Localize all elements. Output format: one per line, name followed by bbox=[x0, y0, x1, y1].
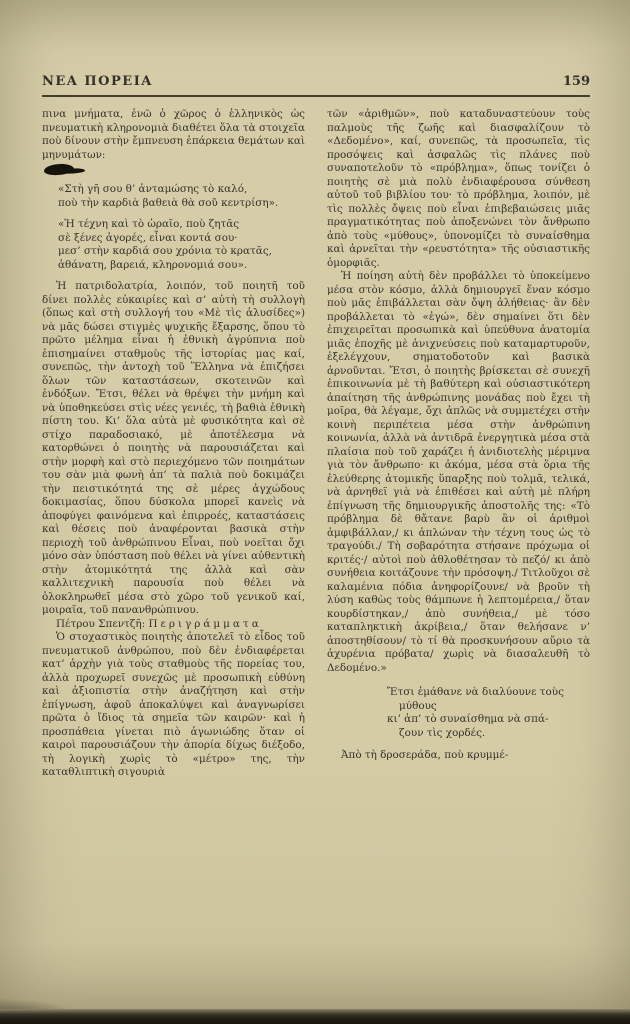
ink-smudge bbox=[44, 163, 74, 175]
heading-author: Πέτρου Σπεντζῆ: bbox=[56, 617, 149, 630]
verse-line: ζουν τὶς χορδές. bbox=[399, 726, 486, 739]
paragraph-intro: πινα μνήματα, ἐνῶ ὁ χῶρος ὁ ἑλληνικὸς ὡς πνευματικὴ κληρονομιὰ διαθέτει ὅλα τὰ στοιχεῖα ποὺ δίνουν στὴν ἔμπνευση ἐπάρκεια θεμάτων καὶ μηνυμάτων: bbox=[42, 108, 305, 161]
verse-line: «Στὴ γῆ σου θ’ ἀνταμώσης τὸ καλό, bbox=[58, 183, 248, 195]
paragraph-poet: Ὁ στοχαστικὸς ποιητὴς ἀποτελεῖ τὸ εἶδος τοῦ πνευματικοῦ ἀνθρώπου, ποὺ δὲν ἐνδιαφέρεται κατ’ ἀρχὴν γιὰ τοὺς σταθμοὺς τῆς πορείας του, ἀλλὰ προχωρεῖ συνεχῶς μὲ προσωπικὴ εὐθύνη καὶ ἀξιοπιστία στὴν ἀναζήτηση καὶ στὴν ἐπίγνωση, ἀφοῦ ἀποκαλύψει καὶ ἀναγνωρίσει πρῶτα ὁ ἴδιος τὰ σημεῖα τῶν καιρῶν· καὶ ἡ προσπάθεια γίνεται πιὸ ἀγωνιώδης ὅταν οἱ καιροὶ παρουσιάζουν τὴν ἀπορία δίχως διέξοδο, τὴ λογικὴ χωρὶς τὸ «μέτρο» της, τὴν καταθλιπτικὴ σιγουριὰ bbox=[42, 631, 305, 778]
paragraph-last: Ἀπὸ τὴ δροσεράδα, ποὺ κρυμμέ- bbox=[341, 749, 509, 761]
paragraph-numbers: τῶν «ἀριθμῶν», ποὺ καταδυναστεύουν τοὺς παλμοὺς τῆς ζωῆς καὶ διασφαλίζουν τὸ «Δεδομένο», καί, συνεπῶς, τὰ προσωπεῖα, τὶς προσόψεις καὶ ἀσφαλῶς τὶς πλάνες ποὺ συναποτελοῦν τὸ «πρόβλημα», ὅπως τονίζει ὁ ποιητὴς σὲ μιὰ πολὺ ἐνδιαφέρουσα σύνθεση αὐτοῦ τοῦ βιβλίου του· τὸ πρόβλημα, λοιπόν, μὲ τὶς πολλὲς ὄψεις ποὺ εἶναι ἐπιβεβαιώσεις μιᾶς πραγματικότητας ποὺ ἀποξενώνει τὸν ἄνθρωπο ἀπὸ τοὺς «μύθους», ὑπονομίζει τὸ συναίσθημα καὶ ἀρνεῖται τὴν «ρευστότητα» τῆς οὐσιαστικῆς ὀμορφιᾶς. bbox=[327, 108, 590, 269]
journal-title: ΝΕΑ ΠΟΡΕΙΑ bbox=[42, 74, 153, 89]
closing-verse bbox=[387, 686, 590, 740]
verse-line: ἀθάνατη, βαρειά, κληρονομιά σου». bbox=[58, 258, 248, 271]
page-header bbox=[42, 74, 590, 89]
verse-line: κι’ ἀπ’ τὸ συναίσθημα νὰ σπά- bbox=[387, 713, 549, 725]
paragraph-patriotism: Ἡ πατριδολατρία, λοιπόν, τοῦ ποιητῆ τοῦ δίνει πολλὲς εὐκαιρίες καὶ σ’ αὐτὴ τὴ συλλογὴ (ὅπως καὶ στὴ συλλογή του «Μὲ τὶς ἁλυσίδες») νὰ μᾶς δώσει στιγμὲς ψυχικῆς ἔξαρσης, ὅπου τὸ πρῶτο μέλημα εἶναι ἡ ἐθνικὴ ἀγρύπνια ποὺ ἐπισημαίνει σταθμοὺς τῆς ἱστορίας μας καί, συνεπῶς, τὴν ἀντοχὴ τοῦ Ἕλληνα νὰ ἐπιζήσει ὅλων τῶν καταστάσεων, σκοτεινῶν καὶ ἐνδόξων. Ἔτσι, θέλει νὰ θρέψει τὴν μνήμη καὶ νὰ ὑποθηκεύσει στὶς νέες γενιές, τὴ βαθιὰ ἐθνικὴ πίστη του. Κι’ ὅλα αὐτὰ μὲ φυσικότητα καὶ σὲ στίχο παραδοσιακό, μὲ ἀποτέλεσμα νὰ κατορθώνει ὁ ποιητὴς νὰ παρουσιάζεται καὶ στὴν μορφὴ καὶ στὸ περιεχόμενο τῶν ποιημάτων του σὰν μιὰ φωνὴ ἀπ’ τὰ παλιὰ ποὺ δοκιμάζει τὴν πειστικότητά της σὲ μέρες ἀγχώδους δοκιμασίας, ὅπου δύσκολα μπορεῖ κανεὶς νὰ ἀποφύγει φαινόμενα καὶ ἐπιρροές, καταστάσεις καὶ θέσεις ποὺ ἀναφέρονται βασικὰ στὴν περιοχὴ τοῦ ἀνθρώπινου Εἶναι, ποὺ νοεῖται ὄχι μόνο σὰν ὑπόσταση ποὺ θέλει νὰ γίνει αὐθεντικὴ στὴν ἀτομικότητά της ἀλλὰ καὶ σὰν καλλιτεχνικὴ παρουσία ποὺ θέλει νὰ ὁλοκληρωθεῖ μέσα στὸ χῶρο τοῦ γενικοῦ καί, μοιραῖα, τοῦ πανανθρώπινου. bbox=[42, 280, 305, 616]
verse-line: μεσ’ στὴν καρδιά σου χρόνια τὸ κρατᾶς, bbox=[58, 245, 272, 257]
verse-line: Ἔτσι ἐμάθανε νὰ διαλύουνε τοὺς bbox=[387, 686, 564, 698]
left-column bbox=[42, 108, 305, 1006]
right-column bbox=[327, 108, 590, 1006]
section-heading bbox=[42, 618, 305, 632]
verse-line: σὲ ξένες ἀγορές, εἶναι κοντά σου· bbox=[58, 231, 238, 244]
scan-edge-bottom bbox=[0, 1009, 630, 1024]
text-columns bbox=[42, 108, 590, 1006]
verse-quote-1 bbox=[58, 183, 305, 210]
verse-line: «Ἡ τέχνη καὶ τὸ ὡραῖο, ποὺ ζητᾶς bbox=[58, 218, 240, 230]
verse-quote-2 bbox=[58, 218, 305, 272]
page-number: 159 bbox=[562, 74, 590, 89]
verse-line: μύθους bbox=[399, 699, 437, 712]
header-rule bbox=[42, 95, 590, 97]
verse-line: ποὺ τὴν καρδιὰ βαθειὰ θὰ σοῦ κεντρίση». bbox=[58, 196, 279, 209]
heading-title: Περιγράμματα bbox=[148, 617, 262, 630]
paragraph-poetry: Ἡ ποίηση αὐτὴ δὲν προβάλλει τὸ ὑποκείμενο μέσα στὸν κόσμο, ἀλλὰ δημιουργεῖ ἕναν κόσμο ποὺ μᾶς ἐπιβάλλεται σὰν ὄψη ἀλήθειας· ἂν δὲν προβάλλεται τὸ «ἐγώ», δὲν σημαίνει ὅτι δὲν ἐπιχειρεῖται προσωπικὰ καὶ ὑπεύθυνα ἀνατομία μιᾶς ἐποχῆς μὲ ἀνιχνεύσεις ποὺ καταμαρτυροῦν, ἐξελέγχουν, σηματοδοτοῦν καὶ βασικὰ ἀρνοῦνται. Ἔτσι, ὁ ποιητὴς βρίσκεται σὲ συνεχῆ ἐπικοινωνία μὲ τὴ βαθύτερη καὶ οὐσιαστικότερη ἀπαίτηση τῆς ἀνθρώπινης μονάδας ποὺ ἔχει τὴ μοῖρα, θὰ λέγαμε, ὄχι ἁπλῶς νὰ συμμετέχει στὴν κοινὴ περιπέτεια μέσα στὴν ἀνθρώπινη κοινωνία, ἀλλὰ νὰ ἀντιδρᾶ ἐνεργητικὰ μέσα στὰ πλαίσια ποὺ τοῦ χαράζει ἡ ἀνιδιοτελὴς μέριμνα γιὰ τὸν ἄνθρωπο· κι ἀκόμα, μέσα στὰ ὅρια τῆς ἐλεύθερης ἀτομικῆς ὕπαρξης ποὺ τολμᾶ, τελικά, νὰ ἀρνηθεῖ γιὰ νὰ ἐπιθέσει καὶ αὐτὴ μὲ πλήρη ἐπίγνωση τῆς δημιουργικῆς ἀποστολῆς της: «Τὸ πρόβλημα δὲ θἄτανε βαρὺ ἂν οἱ ἀριθμοὶ ἀμφιβάλλαν,/ κι ἁπλώναν τὴν τέχνη τους ὡς τὸ τραγούδι./ Τὴ σοβαρότητα στήσανε πρόχωμα οἱ κριτές·/ αὐτοὶ ποὺ ἀθλοθέτησαν τὸ πεζό/ κι ἀπὸ συνήθεια κοιτάζουνε τὴν πρόσοψη./ Τιτλοῦχοι σὲ καλαμένια πόδια ἀνηφορίζουνε/ νὰ βροῦν τὴ λύση καθὼς τοὺς θάμπωνε ἡ λεπτομέρεια,/ ὅταν κουρδίστηκαν,/ ἀπὸ συνήθεια,/ μὲ τόσο καταπληκτικὴ ἀκρίβεια,/ ὅταν θελήσανε ν’ ἀποστηθίσουν/ τὸ τί θὰ προσκυνήσουν αὔριο τὰ ἀχυρένια πρόβατα/ χωρὶς νὰ διασαλευθῆ τὸ Δεδομένο.» bbox=[327, 270, 590, 674]
